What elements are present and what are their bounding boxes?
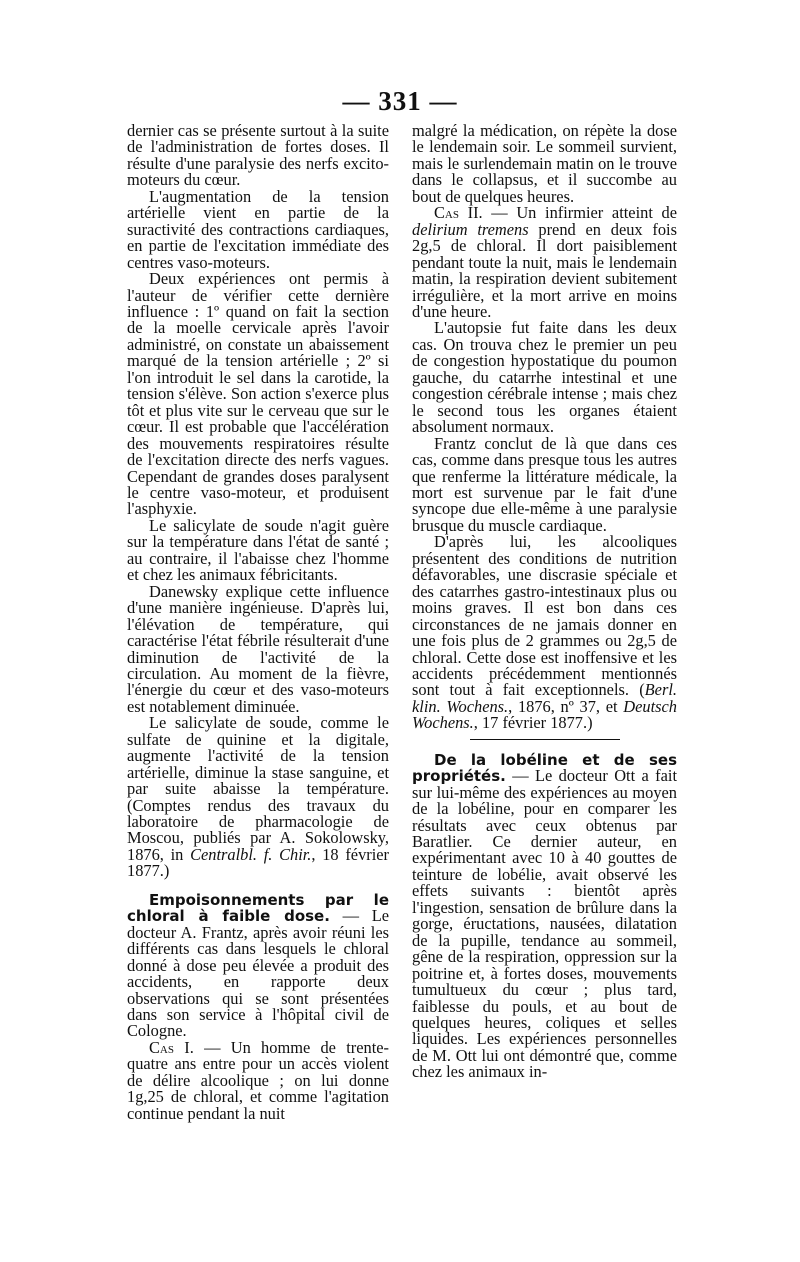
text-run: —: [505, 766, 536, 786]
text-run: , 1876, nº 37, et: [508, 696, 624, 716]
text-run: D'après lui, les alcooliques présentent des conditions de nutrition défavorables, une discrasie spéciale et des catarrhes gastro-intestinaux plus ou moins graves. Il est bon dans ces circonstances de ne jamais donner en une fois plus de 2 grammes ou 2g,5 de chloral. Cette dose est inoffensive et les accidents précédemment mentionnés sont tout à fait exceptionnels. (: [412, 532, 677, 700]
paragraph: Deux expériences ont permis à l'auteur de vérifier cette dernière influence : 1º quand on fait la section de la moelle cervicale après l'avoir administré, on constate un abaissement marqué de la tension artérielle ; 2º si l'on introduit le sel dans la carotide, la tension s'élève. Son action s'exerce plus tôt et plus vite sur le cerveau que sur le cœur. Il est probable que l'accélération des mouvements respiratoires résulte de l'excitation directe des nerfs vagues. Cependant de grandes doses paralysent le centre vaso-moteur, et produisent l'asphyxie.: [127, 269, 389, 519]
text-run: — Un homme de trente-quatre ans entre pour un accès violent de délire alcoolique ; on lui donne 1g,25 de chloral, et comme l'agitation continue pendant la nuit: [127, 1037, 389, 1123]
text-run: — Un infirmier atteint de: [482, 203, 677, 223]
right-column: [412, 123, 677, 1081]
paragraph: [412, 534, 677, 731]
page-number: — 331 —: [342, 86, 458, 116]
italic-term: delirium tremens: [412, 219, 529, 239]
case-label: Cas I.: [149, 1037, 194, 1057]
text-run: , 18 février 1877.): [127, 844, 390, 881]
text-run: —: [329, 906, 372, 926]
text-run: prend en deux fois 2g,5 de chloral. Il dort paisiblement pendant toute la nuit, mais le lendemain matin, la respiration devient subitement irrégulière, et la mort arrive en moins d'une heure.: [412, 219, 677, 321]
paragraph: L'augmentation de la tension artérielle vient en partie de la suractivité des contractions cardiaques, en partie de l'excitation immédiate des centres vaso-moteurs.: [127, 186, 389, 272]
section-paragraph: [127, 892, 389, 1040]
paragraph: [127, 1037, 389, 1123]
paragraph: [412, 205, 677, 320]
text-run: Le docteur Ott a fait sur lui-même des expériences au moyen de la lobéline, pour en comparer les résultats avec ceux obtenus par Baratlier. Ce dernier auteur, en expérimentant avec 10 à 40 gouttes de teinture de lobélie, avait observé les effets suivants : bientôt après l'ingestion, sensation de brûlure dans la gorge, éructations, nausées, dilatation de la pupille, tendance au sommeil, gêne de la respiration, oppression sur la poitrine et, à fortes doses, mouvements tumultueux du cœur ; plus tard, faiblesse du pouls, et au bout de quelques heures, coliques et selles liquides. Les expériences personnelles de M. Ott lui ont démontré que, comme chez les animaux in-: [412, 766, 677, 1082]
section-heading: Empoisonnements par le chloral à faible dose.: [127, 890, 389, 926]
section-divider: [470, 739, 620, 740]
paragraph: [127, 715, 389, 880]
paragraph: dernier cas se présente surtout à la suite de l'administration de fortes doses. Il résulte d'une paralysie des nerfs excito-moteurs du cœur.: [127, 121, 389, 190]
paragraph: L'autopsie fut faite dans les deux cas. On trouva chez le premier un peu de congestion hypostatique du poumon gauche, du catarrhe intestinal et une congestion cérébrale intense ; mais chez le second tous les organes étaient absolument normaux.: [412, 318, 677, 437]
journal-title: Deutsch Wochens.: [412, 696, 677, 733]
text-run: Le salicylate de soude, comme le sulfate de quinine et la digitale, augmente l'activité de la tension artérielle, diminue la stase sanguine, et par suite abaisse la température. (Comptes rendus des travaux du laboratoire de pharmacologie de Moscou, publiés par A. Sokolowsky, 1876, in: [127, 713, 389, 864]
journal-title: Centralbl. f. Chir.: [190, 844, 312, 864]
case-label: Cas II.: [434, 203, 483, 223]
paragraph: Frantz conclut de là que dans ces cas, comme dans presque tous les autres que renferme la littérature médicale, la mort est survenue par le fait d'une syncope due elle-même à une paralysie brusque du muscle cardiaque.: [412, 433, 677, 535]
paragraph: malgré la médication, on répète la dose le lendemain soir. Le sommeil survient, mais le surlendemain matin on le trouve dans le collapsus, et il succombe au bout de quelques heures.: [412, 121, 677, 206]
journal-title: Berl. klin. Wochens.: [412, 680, 677, 716]
paragraph: Le salicylate de soude n'agit guère sur la température dans l'état de santé ; au contraire, il l'abaisse chez l'homme et chez les animaux fébricitants.: [127, 515, 389, 585]
section-paragraph: [412, 752, 677, 1081]
text-run: , 17 février 1877.): [473, 713, 593, 733]
left-column: [127, 123, 389, 1122]
section-heading: De la lobéline et de ses propriétés.: [412, 750, 677, 786]
paragraph: Danewsky explique cette influence d'une manière ingénieuse. D'après lui, l'élévation de température, qui caractérise l'état fébrile résulterait d'une diminution de l'activité de la circulation. Au moment de la fièvre, l'énergie du cœur et des vaso-moteurs est notablement diminuée.: [127, 581, 389, 716]
text-run: Le docteur A. Frantz, après avoir réuni les différents cas dans lesquels le chloral donné à dose peu élevée a produit des accidents, en rapporte deux observations qui se sont présentées dans son service à l'hôpital civil de Cologne.: [127, 906, 390, 1041]
